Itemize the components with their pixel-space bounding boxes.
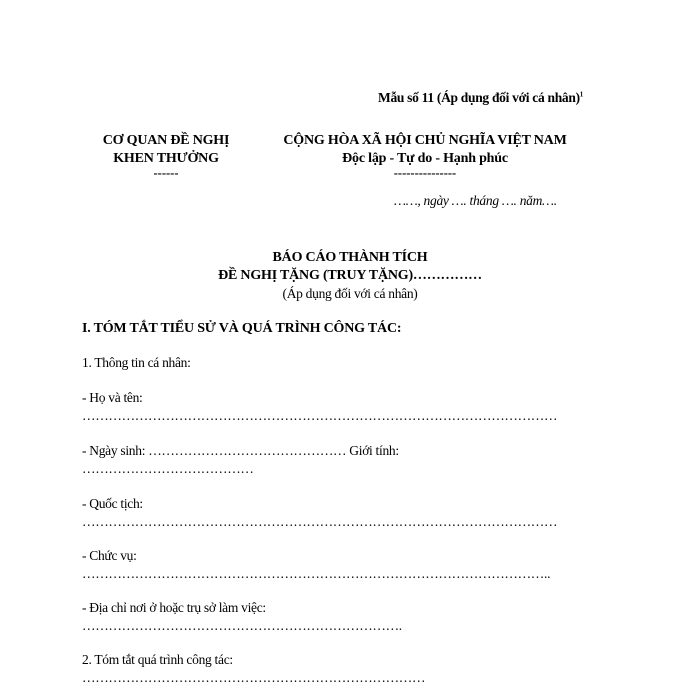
work-process-heading: 2. Tóm tắt quá trình công tác: xyxy=(82,652,233,667)
dob-gender-field[interactable]: - Ngày sinh: ……………………………………… Giới tính: xyxy=(82,443,399,458)
name-field[interactable]: ……………………………………………………………………………………………… xyxy=(82,408,558,423)
address-field[interactable]: ………………………………………………………………. xyxy=(82,618,402,633)
gender-field[interactable]: ………………………………… xyxy=(82,461,254,476)
nation-line2: Độc lập - Tự do - Hạnh phúc xyxy=(342,151,508,166)
position-field[interactable]: …………………………………………………………………………………………….. xyxy=(82,566,551,581)
work-process-field[interactable]: …………………………………………………………………… xyxy=(82,670,426,685)
agency-line2: KHEN THƯỞNG xyxy=(113,151,219,166)
address-label: - Địa chỉ nơi ở hoặc trụ sở làm việc: xyxy=(82,600,266,615)
form-number xyxy=(378,90,583,106)
report-subtitle: ĐỀ NGHỊ TẶNG (TRUY TẶNG)…………… xyxy=(218,268,482,283)
position-label: - Chức vụ: xyxy=(82,548,137,563)
footnote-mark: 1 xyxy=(579,90,583,99)
report-scope: (Áp dụng đối với cá nhân) xyxy=(282,286,418,301)
report-title: BÁO CÁO THÀNH TÍCH xyxy=(272,250,428,265)
form-number-text: Mẫu số 11 (Áp dụng đối với cá nhân) xyxy=(378,90,580,105)
agency-rule: ------ xyxy=(153,166,179,180)
nationality-field[interactable]: ……………………………………………………………………………………………… xyxy=(82,514,558,529)
date-line: ……, ngày …. tháng …. năm…. xyxy=(394,193,557,208)
personal-info-heading: 1. Thông tin cá nhân: xyxy=(82,355,191,370)
nationality-label: - Quốc tịch: xyxy=(82,496,143,511)
agency-line1: CƠ QUAN ĐỀ NGHỊ xyxy=(102,133,230,148)
name-label: - Họ và tên: xyxy=(82,390,143,405)
nation-rule: --------------- xyxy=(393,166,457,180)
nation-line1: CỘNG HÒA XÃ HỘI CHỦ NGHĨA VIỆT NAM xyxy=(283,133,567,148)
section1-heading: I. TÓM TẮT TIỂU SỬ VÀ QUÁ TRÌNH CÔNG TÁC: xyxy=(82,321,402,336)
